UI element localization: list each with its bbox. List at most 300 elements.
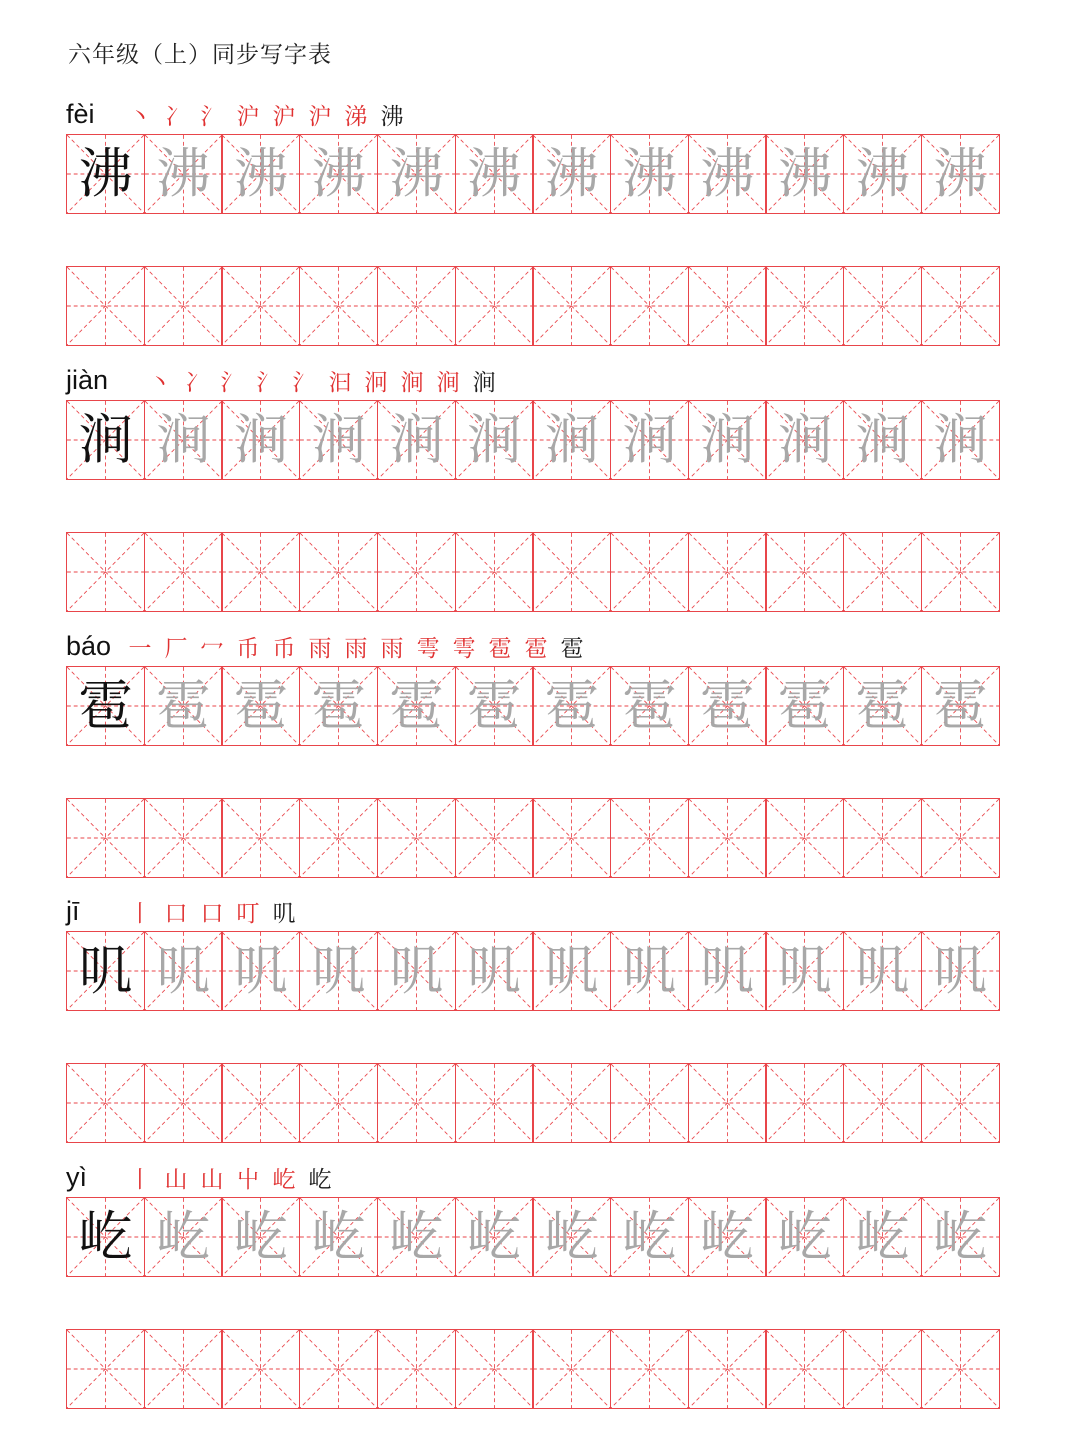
- trace-character: 叽: [156, 939, 211, 1002]
- tianzige-guides: [922, 1330, 999, 1408]
- char-section: [66, 1155, 1016, 1409]
- trace-character: 沸: [156, 142, 211, 205]
- trace-cell[interactable]: [532, 1197, 611, 1277]
- trace-cell[interactable]: [843, 666, 922, 746]
- stroke-step: 沪: [308, 104, 332, 130]
- tianzige-guides: [689, 267, 766, 345]
- trace-cell[interactable]: [299, 1197, 378, 1277]
- trace-character: 沸: [544, 142, 599, 205]
- blank-cell[interactable]: [688, 532, 767, 612]
- trace-cell[interactable]: [377, 931, 456, 1011]
- trace-cell[interactable]: [765, 1197, 844, 1277]
- trace-character: 涧: [156, 408, 211, 471]
- tianzige-guides: [378, 1330, 455, 1408]
- trace-character: 雹: [777, 674, 832, 737]
- trace-grid-row: [66, 666, 1016, 746]
- blank-cell[interactable]: [765, 1063, 844, 1143]
- blank-cell[interactable]: [144, 1063, 223, 1143]
- stroke-step: 沪: [272, 104, 296, 130]
- blank-cell[interactable]: [221, 532, 300, 612]
- tianzige-guides: [689, 1330, 766, 1408]
- blank-cell[interactable]: [610, 1063, 689, 1143]
- pinyin: yì: [66, 1162, 88, 1192]
- trace-character: 沸: [855, 142, 910, 205]
- trace-cell[interactable]: [455, 400, 534, 480]
- trace-character: 雹: [389, 674, 444, 737]
- trace-character: 涧: [700, 408, 755, 471]
- tianzige-guides: [67, 1064, 144, 1142]
- trace-cell[interactable]: [221, 666, 300, 746]
- tianzige-guides: [689, 799, 766, 877]
- blank-cell[interactable]: [299, 532, 378, 612]
- stroke-order: [122, 901, 302, 927]
- char-section: [66, 358, 1016, 612]
- trace-cell[interactable]: [144, 400, 223, 480]
- trace-cell[interactable]: [221, 931, 300, 1011]
- stroke-step: 雹: [488, 636, 512, 662]
- blank-cell[interactable]: [66, 532, 145, 612]
- stroke-step: 涧: [472, 370, 496, 396]
- blank-cell[interactable]: [299, 266, 378, 346]
- trace-cell[interactable]: [377, 1197, 456, 1277]
- trace-character: 涧: [311, 408, 366, 471]
- tianzige-guides: [222, 1064, 299, 1142]
- tianzige-guides: [922, 267, 999, 345]
- stroke-step: 氵: [220, 370, 244, 396]
- tianzige-guides: [222, 267, 299, 345]
- trace-character: 沸: [233, 142, 288, 205]
- trace-cell[interactable]: [921, 931, 1000, 1011]
- stroke-step: 丶: [148, 370, 172, 396]
- trace-grid-row: [66, 931, 1016, 1011]
- tianzige-guides: [611, 267, 688, 345]
- trace-character: 涧: [544, 408, 599, 471]
- blank-cell[interactable]: [688, 266, 767, 346]
- tianzige-guides: [222, 1330, 299, 1408]
- tianzige-guides: [766, 799, 843, 877]
- trace-character: 屹: [544, 1205, 599, 1268]
- pinyin: jī: [66, 896, 80, 926]
- trace-cell[interactable]: [921, 666, 1000, 746]
- trace-cell[interactable]: [455, 134, 534, 214]
- trace-character: 沸: [311, 142, 366, 205]
- tianzige-guides: [300, 1064, 377, 1142]
- tianzige-guides: [300, 1330, 377, 1408]
- stroke-step: 涧: [436, 370, 460, 396]
- pinyin: jiàn: [66, 365, 109, 395]
- trace-cell[interactable]: [921, 1197, 1000, 1277]
- trace-cell[interactable]: [610, 1197, 689, 1277]
- trace-cell[interactable]: [921, 400, 1000, 480]
- trace-character: 屹: [467, 1205, 522, 1268]
- tianzige-guides: [378, 267, 455, 345]
- trace-character: 雹: [311, 674, 366, 737]
- trace-character: 沸: [622, 142, 677, 205]
- trace-cell[interactable]: [843, 400, 922, 480]
- blank-cell[interactable]: [377, 1063, 456, 1143]
- blank-cell[interactable]: [921, 798, 1000, 878]
- tianzige-guides: [533, 267, 610, 345]
- tianzige-guides: [222, 533, 299, 611]
- trace-character: 涧: [855, 408, 910, 471]
- trace-character: 沸: [700, 142, 755, 205]
- stroke-step: 汩: [328, 370, 352, 396]
- trace-cell[interactable]: [921, 134, 1000, 214]
- trace-character: 屹: [233, 1205, 288, 1268]
- trace-character: 叽: [933, 939, 988, 1002]
- blank-cell[interactable]: [765, 532, 844, 612]
- stroke-step: 币: [236, 636, 260, 662]
- blank-cell[interactable]: [144, 798, 223, 878]
- blank-cell[interactable]: [532, 532, 611, 612]
- stroke-step: 雹: [524, 636, 548, 662]
- pinyin: báo: [66, 631, 112, 661]
- trace-cell[interactable]: [455, 931, 534, 1011]
- trace-cell[interactable]: [843, 1197, 922, 1277]
- trace-character: 叽: [311, 939, 366, 1002]
- trace-character: 屹: [311, 1205, 366, 1268]
- tianzige-guides: [145, 533, 222, 611]
- trace-cell[interactable]: [144, 931, 223, 1011]
- trace-cell[interactable]: [765, 400, 844, 480]
- trace-cell[interactable]: [688, 134, 767, 214]
- blank-cell[interactable]: [843, 532, 922, 612]
- tianzige-guides: [766, 267, 843, 345]
- tianzige-guides: [844, 533, 921, 611]
- blank-cell[interactable]: [843, 1063, 922, 1143]
- tianzige-guides: [922, 1064, 999, 1142]
- tianzige-guides: [611, 533, 688, 611]
- trace-character: 沸: [389, 142, 444, 205]
- trace-character: 屹: [622, 1205, 677, 1268]
- blank-cell[interactable]: [765, 798, 844, 878]
- blank-cell[interactable]: [377, 798, 456, 878]
- tianzige-guides: [533, 1330, 610, 1408]
- trace-cell[interactable]: [377, 134, 456, 214]
- trace-character: 雹: [700, 674, 755, 737]
- stroke-step: 屮: [236, 1167, 260, 1193]
- model-cell: [66, 666, 145, 746]
- blank-cell[interactable]: [66, 1063, 145, 1143]
- model-character: 涧: [78, 408, 133, 471]
- blank-grid-row: [66, 1063, 1016, 1143]
- tianzige-guides: [456, 1330, 533, 1408]
- trace-character: 沸: [933, 142, 988, 205]
- blank-cell[interactable]: [921, 1329, 1000, 1409]
- blank-cell[interactable]: [765, 1329, 844, 1409]
- blank-cell[interactable]: [532, 266, 611, 346]
- trace-cell[interactable]: [765, 931, 844, 1011]
- trace-character: 雹: [622, 674, 677, 737]
- tianzige-guides: [300, 799, 377, 877]
- tianzige-guides: [67, 1330, 144, 1408]
- stroke-step: 雨: [308, 636, 332, 662]
- trace-cell[interactable]: [299, 400, 378, 480]
- blank-cell[interactable]: [144, 532, 223, 612]
- stroke-step: 屹: [272, 1167, 296, 1193]
- blank-cell[interactable]: [455, 1063, 534, 1143]
- stroke-order: [122, 104, 410, 130]
- blank-cell[interactable]: [765, 266, 844, 346]
- tianzige-guides: [766, 1330, 843, 1408]
- blank-cell[interactable]: [455, 798, 534, 878]
- pinyin-row: [66, 358, 1016, 400]
- blank-cell[interactable]: [843, 798, 922, 878]
- blank-cell[interactable]: [144, 1329, 223, 1409]
- trace-cell[interactable]: [221, 400, 300, 480]
- blank-cell[interactable]: [221, 798, 300, 878]
- tianzige-guides: [456, 799, 533, 877]
- trace-character: 叽: [700, 939, 755, 1002]
- blank-cell[interactable]: [532, 798, 611, 878]
- trace-character: 雹: [544, 674, 599, 737]
- blank-grid-row: [66, 798, 1016, 878]
- trace-character: 涧: [389, 408, 444, 471]
- blank-cell[interactable]: [221, 1329, 300, 1409]
- trace-character: 沸: [777, 142, 832, 205]
- trace-cell[interactable]: [765, 134, 844, 214]
- tianzige-guides: [67, 533, 144, 611]
- trace-character: 叽: [467, 939, 522, 1002]
- stroke-step: 雨: [380, 636, 404, 662]
- trace-cell[interactable]: [299, 666, 378, 746]
- blank-cell[interactable]: [688, 1063, 767, 1143]
- stroke-step: 丨: [128, 1167, 152, 1193]
- tianzige-guides: [67, 799, 144, 877]
- tianzige-guides: [378, 1064, 455, 1142]
- tianzige-guides: [844, 799, 921, 877]
- tianzige-guides: [145, 1064, 222, 1142]
- model-character: 沸: [78, 142, 133, 205]
- stroke-step: 雨: [344, 636, 368, 662]
- blank-cell[interactable]: [299, 1063, 378, 1143]
- stroke-step: 口: [164, 901, 188, 927]
- model-character: 叽: [78, 939, 133, 1002]
- blank-cell[interactable]: [455, 266, 534, 346]
- trace-character: 涧: [622, 408, 677, 471]
- tianzige-guides: [611, 1330, 688, 1408]
- trace-cell[interactable]: [610, 134, 689, 214]
- tianzige-guides: [844, 1064, 921, 1142]
- tianzige-guides: [456, 1064, 533, 1142]
- trace-character: 涧: [233, 408, 288, 471]
- trace-cell[interactable]: [610, 931, 689, 1011]
- stroke-step: 屹: [308, 1167, 332, 1193]
- tianzige-guides: [222, 799, 299, 877]
- stroke-order: [142, 370, 502, 396]
- stroke-step: 山: [164, 1167, 188, 1193]
- trace-character: 雹: [855, 674, 910, 737]
- blank-cell[interactable]: [66, 1329, 145, 1409]
- pinyin-row: [66, 889, 1016, 931]
- blank-cell[interactable]: [843, 1329, 922, 1409]
- blank-cell[interactable]: [66, 266, 145, 346]
- tianzige-guides: [533, 799, 610, 877]
- trace-cell[interactable]: [144, 1197, 223, 1277]
- trace-cell[interactable]: [377, 666, 456, 746]
- trace-cell[interactable]: [610, 400, 689, 480]
- trace-grid-row: [66, 1197, 1016, 1277]
- trace-cell[interactable]: [221, 1197, 300, 1277]
- model-cell: [66, 1197, 145, 1277]
- stroke-step: 雩: [452, 636, 476, 662]
- trace-cell[interactable]: [144, 134, 223, 214]
- trace-cell[interactable]: [688, 931, 767, 1011]
- pinyin-row: [66, 92, 1016, 134]
- blank-cell[interactable]: [921, 266, 1000, 346]
- trace-character: 雹: [467, 674, 522, 737]
- stroke-step: 氵: [256, 370, 280, 396]
- tianzige-guides: [533, 533, 610, 611]
- tianzige-guides: [145, 1330, 222, 1408]
- stroke-step: 山: [200, 1167, 224, 1193]
- blank-cell[interactable]: [610, 266, 689, 346]
- blank-cell[interactable]: [299, 798, 378, 878]
- page-title: 六年级（上）同步写字表: [68, 42, 332, 68]
- trace-cell[interactable]: [299, 134, 378, 214]
- tianzige-guides: [67, 267, 144, 345]
- model-character: 雹: [78, 674, 133, 737]
- stroke-step: 冫: [184, 370, 208, 396]
- tianzige-guides: [378, 533, 455, 611]
- blank-cell[interactable]: [532, 1329, 611, 1409]
- tianzige-guides: [456, 267, 533, 345]
- tianzige-guides: [922, 533, 999, 611]
- trace-character: 叽: [622, 939, 677, 1002]
- blank-cell[interactable]: [455, 532, 534, 612]
- pinyin-row: [66, 624, 1016, 666]
- blank-cell[interactable]: [688, 798, 767, 878]
- stroke-step: 叽: [272, 901, 296, 927]
- trace-character: 涧: [777, 408, 832, 471]
- trace-character: 叽: [389, 939, 444, 1002]
- trace-character: 涧: [933, 408, 988, 471]
- stroke-step: 币: [272, 636, 296, 662]
- blank-cell[interactable]: [921, 532, 1000, 612]
- trace-cell[interactable]: [144, 666, 223, 746]
- blank-cell[interactable]: [221, 266, 300, 346]
- trace-cell[interactable]: [765, 666, 844, 746]
- stroke-step: 涕: [344, 104, 368, 130]
- blank-cell[interactable]: [532, 1063, 611, 1143]
- trace-cell[interactable]: [299, 931, 378, 1011]
- stroke-step: 厂: [164, 636, 188, 662]
- trace-cell[interactable]: [455, 666, 534, 746]
- stroke-step: 氵: [292, 370, 316, 396]
- tianzige-guides: [922, 799, 999, 877]
- stroke-step: 冫: [164, 104, 188, 130]
- trace-cell[interactable]: [843, 931, 922, 1011]
- char-section: [66, 889, 1016, 1143]
- trace-cell[interactable]: [688, 666, 767, 746]
- trace-character: 屹: [389, 1205, 444, 1268]
- stroke-step: 沸: [380, 104, 404, 130]
- stroke-step: 泂: [364, 370, 388, 396]
- tianzige-guides: [844, 1330, 921, 1408]
- blank-cell[interactable]: [921, 1063, 1000, 1143]
- tianzige-guides: [766, 533, 843, 611]
- stroke-step: 叮: [236, 901, 260, 927]
- model-cell: [66, 400, 145, 480]
- blank-cell[interactable]: [377, 266, 456, 346]
- trace-character: 涧: [467, 408, 522, 471]
- trace-character: 叽: [233, 939, 288, 1002]
- blank-cell[interactable]: [610, 532, 689, 612]
- blank-cell[interactable]: [377, 532, 456, 612]
- stroke-step: 一: [128, 636, 152, 662]
- tianzige-guides: [456, 533, 533, 611]
- blank-cell[interactable]: [843, 266, 922, 346]
- stroke-order: [122, 636, 590, 662]
- trace-cell[interactable]: [221, 134, 300, 214]
- stroke-step: 冖: [200, 636, 224, 662]
- trace-cell[interactable]: [532, 134, 611, 214]
- trace-cell[interactable]: [610, 666, 689, 746]
- trace-cell[interactable]: [532, 931, 611, 1011]
- tianzige-guides: [611, 1064, 688, 1142]
- blank-cell[interactable]: [144, 266, 223, 346]
- trace-cell[interactable]: [455, 1197, 534, 1277]
- trace-character: 屹: [156, 1205, 211, 1268]
- blank-cell[interactable]: [610, 798, 689, 878]
- blank-cell[interactable]: [299, 1329, 378, 1409]
- trace-grid-row: [66, 400, 1016, 480]
- trace-character: 屹: [933, 1205, 988, 1268]
- tianzige-guides: [844, 267, 921, 345]
- tianzige-guides: [766, 1064, 843, 1142]
- stroke-step: 丨: [128, 901, 152, 927]
- tianzige-guides: [145, 799, 222, 877]
- tianzige-guides: [300, 267, 377, 345]
- pinyin: fèi: [66, 99, 95, 129]
- char-section: [66, 92, 1016, 346]
- trace-character: 屹: [700, 1205, 755, 1268]
- trace-character: 屹: [777, 1205, 832, 1268]
- trace-character: 叽: [777, 939, 832, 1002]
- trace-cell[interactable]: [377, 400, 456, 480]
- trace-character: 雹: [933, 674, 988, 737]
- stroke-step: 丶: [128, 104, 152, 130]
- trace-cell[interactable]: [532, 666, 611, 746]
- blank-grid-row: [66, 266, 1016, 346]
- tianzige-guides: [533, 1064, 610, 1142]
- trace-cell[interactable]: [532, 400, 611, 480]
- trace-character: 雹: [233, 674, 288, 737]
- model-cell: [66, 931, 145, 1011]
- blank-cell[interactable]: [66, 798, 145, 878]
- stroke-step: 沪: [236, 104, 260, 130]
- tianzige-guides: [300, 533, 377, 611]
- blank-cell[interactable]: [455, 1329, 534, 1409]
- blank-grid-row: [66, 1329, 1016, 1409]
- tianzige-guides: [689, 1064, 766, 1142]
- trace-cell[interactable]: [843, 134, 922, 214]
- trace-character: 叽: [855, 939, 910, 1002]
- trace-cell[interactable]: [688, 400, 767, 480]
- trace-cell[interactable]: [688, 1197, 767, 1277]
- trace-character: 屹: [855, 1205, 910, 1268]
- blank-cell[interactable]: [610, 1329, 689, 1409]
- stroke-step: 涧: [400, 370, 424, 396]
- stroke-step: 雹: [560, 636, 584, 662]
- stroke-order: [122, 1167, 338, 1193]
- blank-cell[interactable]: [221, 1063, 300, 1143]
- blank-cell[interactable]: [377, 1329, 456, 1409]
- pinyin-row: [66, 1155, 1016, 1197]
- blank-cell[interactable]: [688, 1329, 767, 1409]
- trace-character: 沸: [467, 142, 522, 205]
- blank-grid-row: [66, 532, 1016, 612]
